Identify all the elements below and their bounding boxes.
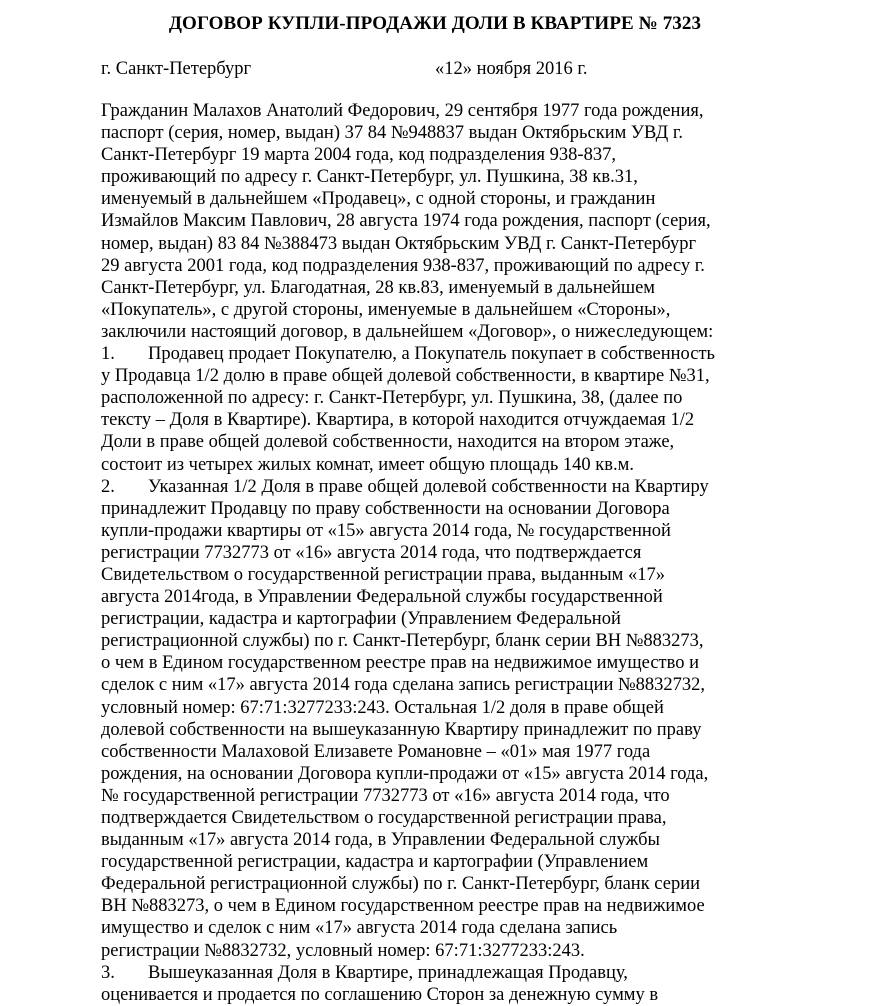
text-line: регистрации №8832732, условный номер: 67:71:3277233:243. <box>101 940 585 961</box>
text-line: 29 августа 2001 года, код подразделения 938-837, проживающий по адресу г. <box>101 255 705 276</box>
text-line: оценивается и продается по соглашению Сторон за денежную сумму в <box>101 984 659 1005</box>
text-line: Продавец продает Покупателю, а Покупатель покупает в собственность <box>148 344 715 365</box>
text-line: Санкт-Петербург, ул. Благодатная, 28 кв.83, именуемый в дальнейшем <box>101 277 656 298</box>
text-line: проживающий по адресу г. Санкт-Петербург, ул. Пушкина, 38 кв.31, <box>101 167 638 188</box>
text-line: расположенной по адресу: г. Санкт-Петербург, ул. Пушкина, 38, (далее по <box>101 388 683 409</box>
clause-2-first-line <box>101 476 831 498</box>
clause-number: 1. <box>101 344 115 365</box>
text-line: ВН №883273, о чем в Едином государственном реестре прав на недвижимое <box>101 896 705 917</box>
text-line: Свидетельством о государственной регистрации права, выданным «17» <box>101 564 665 585</box>
clause-1-first-line <box>101 343 831 365</box>
document-title: ДОГОВОР КУПЛИ-ПРОДАЖИ ДОЛИ В КВАРТИРЕ № 7323 <box>168 13 702 34</box>
text-line: принадлежит Продавцу по праву собственности на основании Договора <box>101 498 670 519</box>
text-line: выданным «17» августа 2014 года, в Управлении Федеральной службы <box>101 830 660 851</box>
clause-number: 3. <box>101 962 115 983</box>
text-line: состоит из четырех жилых комнат, имеет общую площадь 140 кв.м. <box>101 454 634 475</box>
text-line: заключили настоящий договор, в дальнейшем «Договор», о нижеследующем: <box>101 321 714 342</box>
clause-3-first-line <box>101 962 831 984</box>
text-line: № государственной регистрации 7732773 от «16» августа 2014 года, что <box>101 785 670 806</box>
text-line: августа 2014года, в Управлении Федеральной службы государственной <box>101 587 663 608</box>
clause-number: 2. <box>101 476 115 497</box>
text-line: собственности Малаховой Елизавете Романовне – «01» мая 1977 года <box>101 741 651 762</box>
text-line: тексту – Доля в Квартире). Квартира, в которой находится отчуждаемая 1/2 <box>101 410 695 431</box>
text-line: паспорт (серия, номер, выдан) 37 84 №948837 выдан Октябрьским УВД г. <box>101 123 684 144</box>
text-line: купли-продажи квартиры от «15» августа 2014 года, № государственной <box>101 520 671 541</box>
text-line: регистрации, кадастра и картографии (Управлением Федеральной <box>101 609 621 630</box>
text-line: именуемый в дальнейшем «Продавец», с одной стороны, и гражданин <box>101 189 656 210</box>
contract-city: г. Санкт-Петербург <box>101 59 252 79</box>
text-line: сделок с ним «17» августа 2014 года сделана запись регистрации №8832732, <box>101 675 706 696</box>
text-line: имущество и сделок с ним «17» августа 2014 года сделана запись <box>101 918 618 939</box>
text-line: Доли в праве общей долевой собственности, находится на втором этаже, <box>101 432 675 453</box>
text-line: государственной регистрации, кадастра и картографии (Управлением <box>101 852 649 873</box>
text-line: регистрации 7732773 от «16» августа 2014 года, что подтверждается <box>101 542 642 563</box>
text-line: подтверждается Свидетельством о государственной регистрации права, <box>101 808 667 828</box>
text-line: рождения, на основании Договора купли-продажи от «15» августа 2014 года, <box>101 763 709 784</box>
text-line: Федеральной регистрационной службы) по г. Санкт-Петербург, бланк серии <box>101 874 701 895</box>
contract-date: «12» ноября 2016 г. <box>435 59 588 79</box>
text-line: о чем в Едином государственном реестре прав на недвижимое имущество и <box>101 653 700 674</box>
text-line: у Продавца 1/2 долю в праве общей долевой собственности, в квартире №31, <box>101 366 710 387</box>
contract-body <box>101 100 831 1006</box>
text-line: Вышеуказанная Доля в Квартире, принадлежащая Продавцу, <box>148 962 628 983</box>
text-line: номер, выдан) 83 84 №388473 выдан Октябрьским УВД г. Санкт-Петербург <box>101 233 697 254</box>
text-line: Санкт-Петербург 19 марта 2004 года, код подразделения 938-837, <box>101 145 616 166</box>
text-line: «Покупатель», с другой стороны, именуемые в дальнейшем «Стороны», <box>101 299 671 320</box>
text-line: условный номер: 67:71:3277233:243. Остальная 1/2 доля в праве общей <box>101 697 664 718</box>
text-line: долевой собственности на вышеуказанную Квартиру принадлежит по праву <box>101 719 702 740</box>
text-line: регистрационной службы) по г. Санкт-Петербург, бланк серии ВН №883273, <box>101 631 704 652</box>
text-line: Гражданин Малахов Анатолий Федорович, 29 сентября 1977 года рождения, <box>101 101 704 121</box>
text-line: Указанная 1/2 Доля в праве общей долевой собственности на Квартиру <box>148 476 709 497</box>
text-line: Измайлов Максим Павлович, 28 августа 1974 года рождения, паспорт (серия, <box>101 211 711 232</box>
